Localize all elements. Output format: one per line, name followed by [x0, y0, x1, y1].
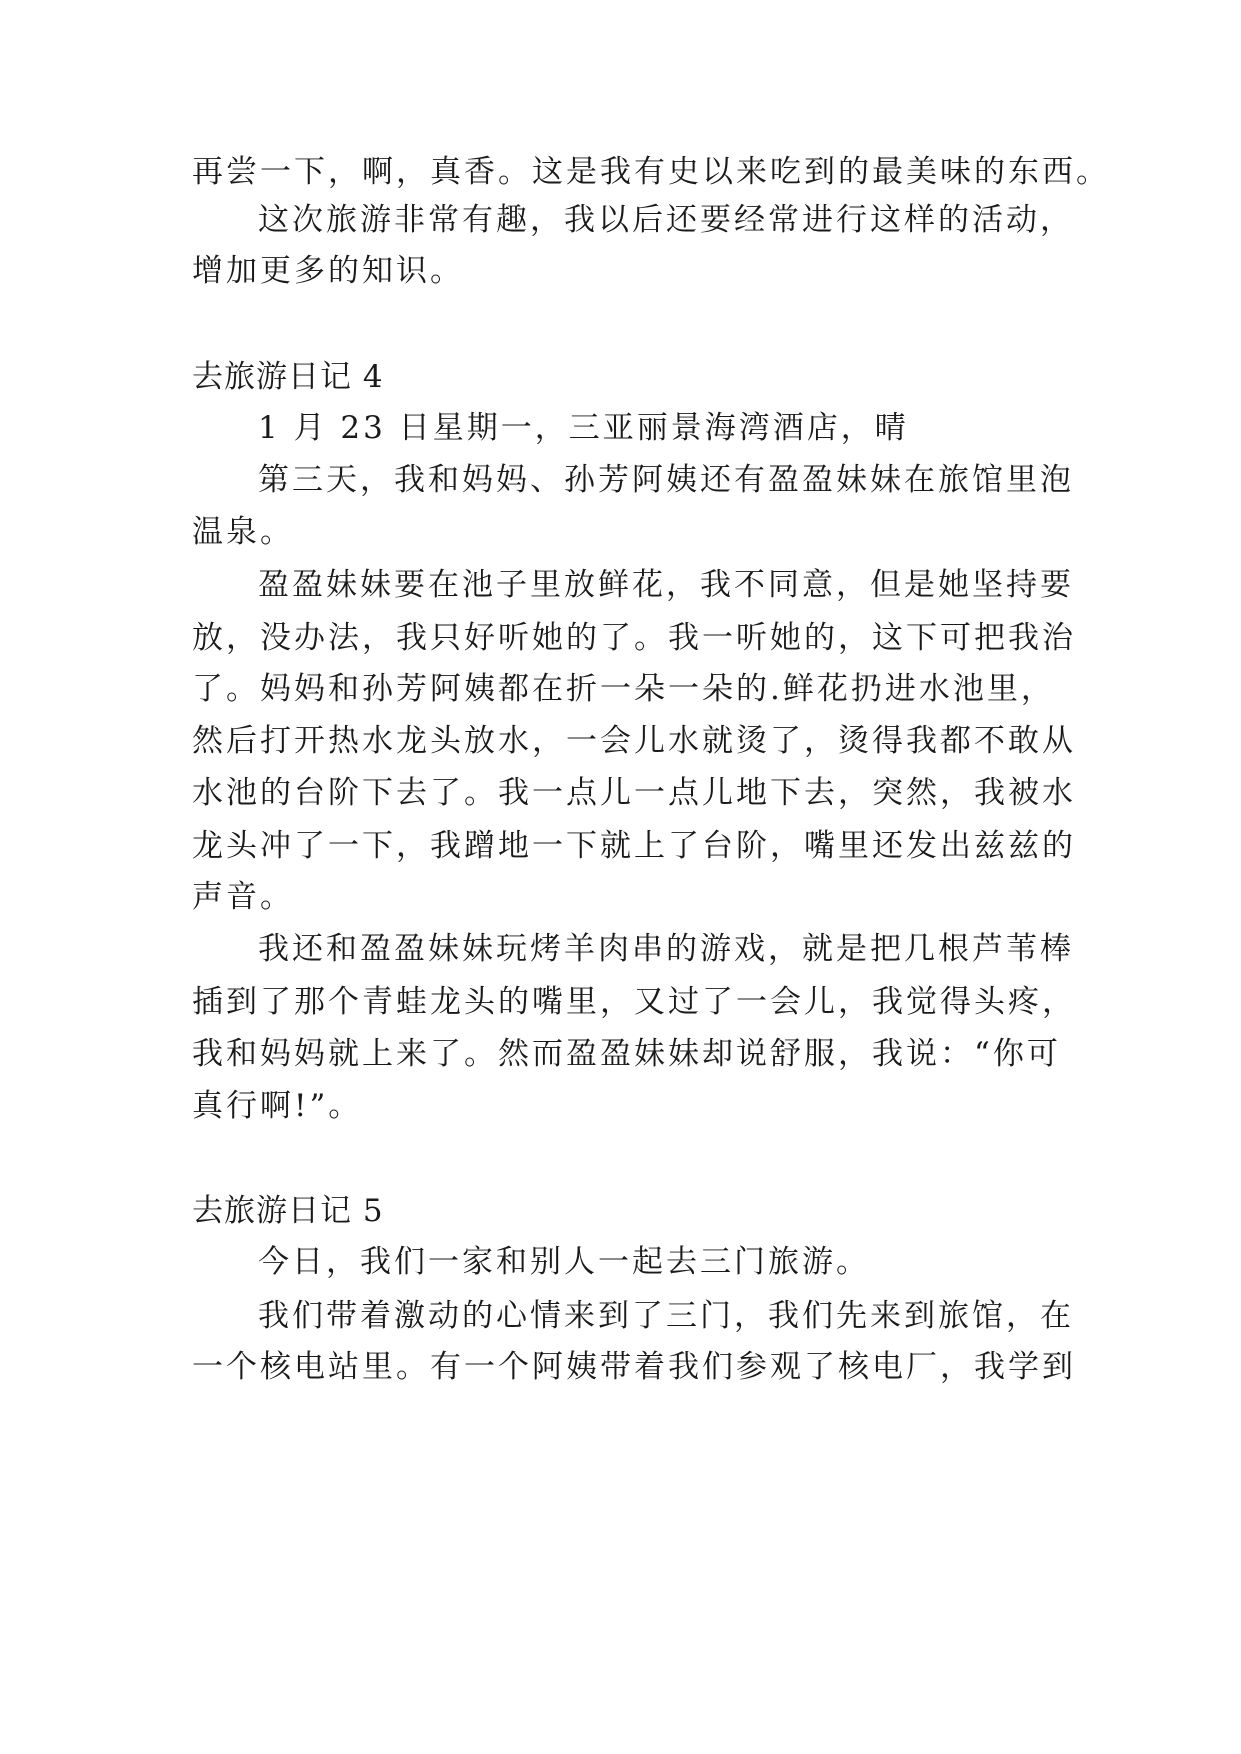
paragraph-first-line: 第三天，我和妈妈、孙芳阿姨还有盈盈妹妹在旅馆里泡 [258, 462, 1074, 498]
text-line: 了。妈妈和孙芳阿姨都在折一朵一朵的.鲜花扔进水池里， [192, 671, 1055, 707]
date-line: 1 月 23 日星期一，三亚丽景海湾酒店，晴 [258, 410, 909, 446]
paragraph-first-line: 我们带着激动的心情来到了三门，我们先来到旅馆，在 [258, 1298, 1074, 1334]
section-heading: 去旅游日记 4 [192, 359, 384, 395]
text-line: 我和妈妈就上来了。然而盈盈妹妹却说舒服，我说：“你可 [192, 1036, 1061, 1072]
text-line: 声音。 [192, 879, 294, 915]
text-line: 一个核电站里。有一个阿姨带着我们参观了核电厂，我学到 [192, 1349, 1076, 1385]
paragraph-first-line: 盈盈妹妹要在池子里放鲜花，我不同意，但是她坚持要 [258, 567, 1074, 603]
text-line: 再尝一下，啊，真香。这是我有史以来吃到的最美味的东西。 [192, 154, 1110, 190]
text-line: 增加更多的知识。 [192, 253, 464, 289]
text-line: 水池的台阶下去了。我一点儿一点儿地下去，突然，我被水 [192, 775, 1076, 811]
paragraph-first-line: 今日，我们一家和别人一起去三门旅游。 [258, 1244, 870, 1280]
text-line: 龙头冲了一下，我蹭地一下就上了台阶，嘴里还发出兹兹的 [192, 828, 1076, 864]
text-line: 插到了那个青蛙龙头的嘴里，又过了一会儿，我觉得头疼， [192, 984, 1076, 1020]
text-line: 真行啊!”。 [192, 1088, 363, 1124]
paragraph-first-line: 这次旅游非常有趣，我以后还要经常进行这样的活动， [258, 202, 1074, 238]
text-line: 温泉。 [192, 514, 294, 550]
text-line: 放，没办法，我只好听她的了。我一听她的，这下可把我治 [192, 620, 1076, 656]
text-line: 然后打开热水龙头放水，一会儿水就烫了，烫得我都不敢从 [192, 723, 1076, 759]
section-heading: 去旅游日记 5 [192, 1193, 384, 1229]
paragraph-first-line: 我还和盈盈妹妹玩烤羊肉串的游戏，就是把几根芦苇棒 [258, 931, 1074, 967]
